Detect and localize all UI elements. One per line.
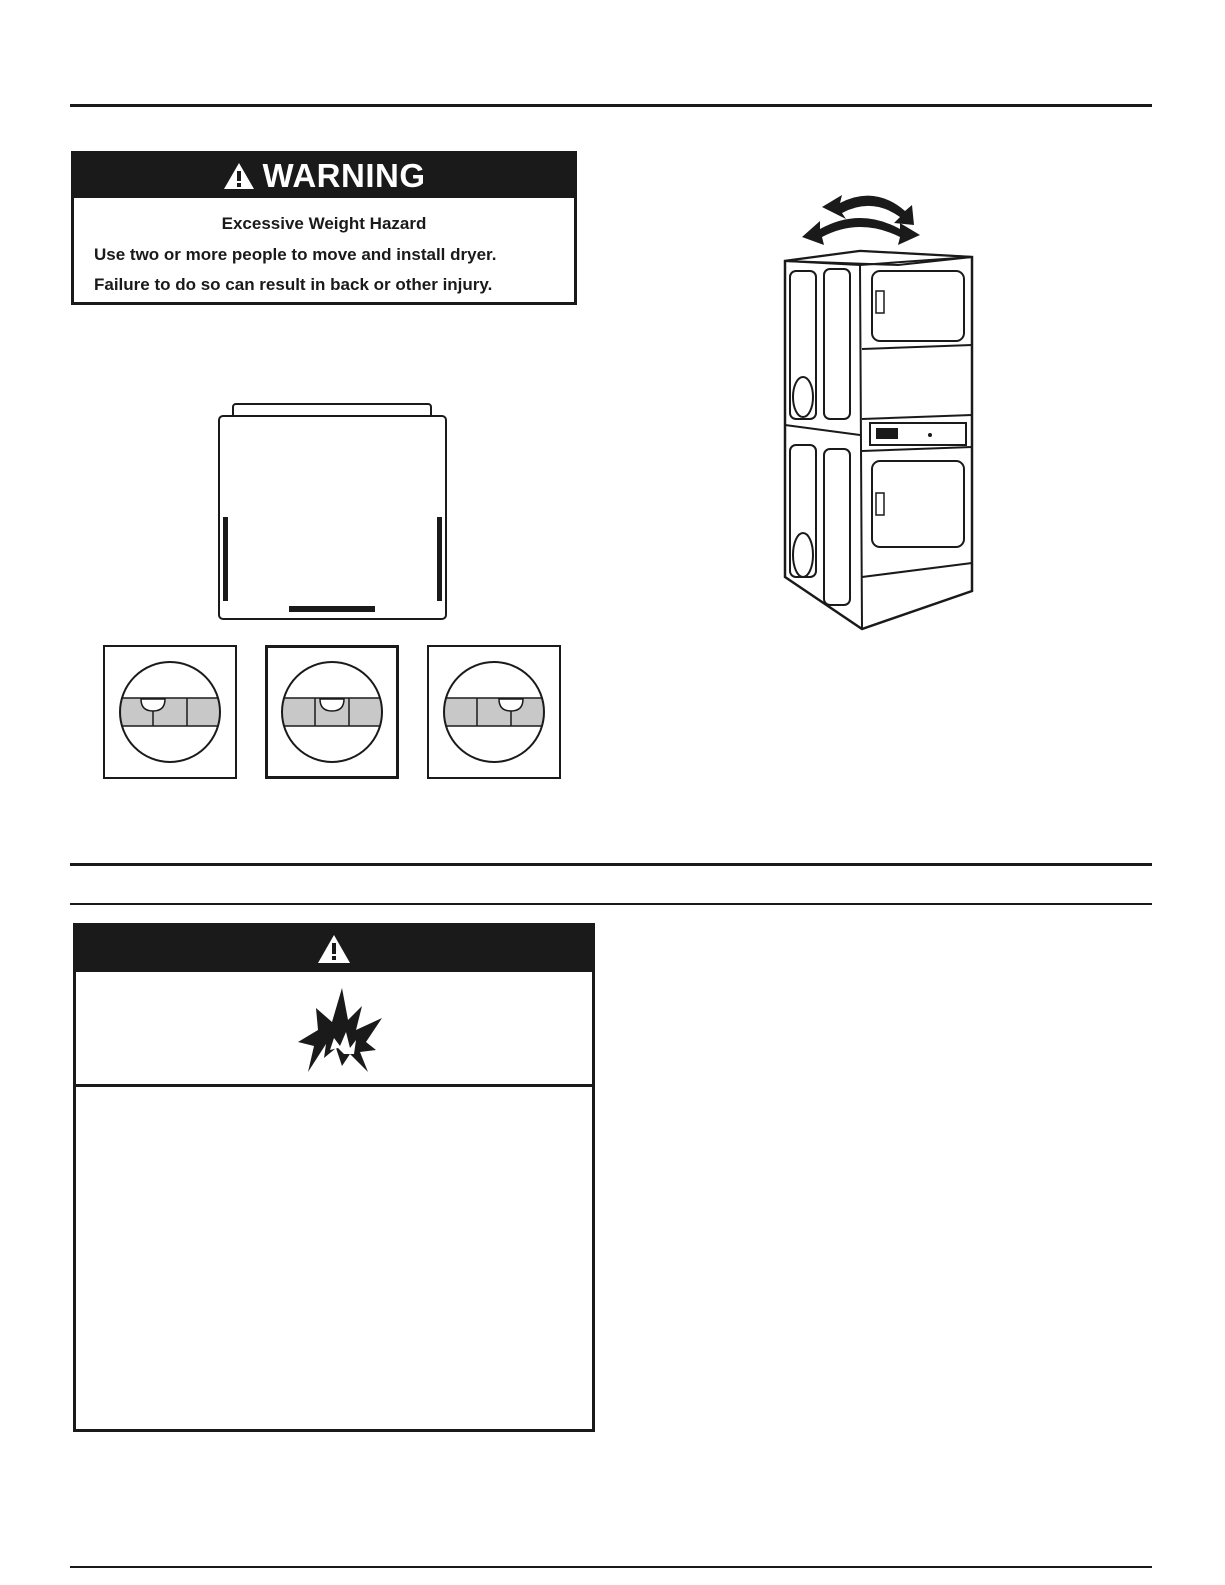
section-rule-bottom xyxy=(70,1566,1152,1568)
warning-header xyxy=(74,154,574,198)
level-indicator-center xyxy=(265,645,399,779)
warning-triangle-icon xyxy=(223,162,255,190)
dryer-front-illustration xyxy=(215,400,451,625)
explosion-warning-box xyxy=(73,923,595,1432)
warning-header-2 xyxy=(76,926,592,972)
warning-line-2: Failure to do so can result in back or other injury. xyxy=(94,275,493,294)
warning-triangle-icon xyxy=(317,934,351,964)
level-indicator-right xyxy=(427,645,561,779)
warning-line-1: Use two or more people to move and install dryer. xyxy=(94,245,497,264)
warning-title: WARNING xyxy=(262,157,426,194)
section-rule-middle xyxy=(70,863,1152,866)
warning-divider xyxy=(76,1084,592,1087)
section-rule-lower xyxy=(70,903,1152,905)
section-rule-top xyxy=(70,104,1152,107)
weight-warning-box xyxy=(71,151,577,305)
level-indicator-left xyxy=(103,645,237,779)
warning-hazard: Excessive Weight Hazard xyxy=(221,214,427,233)
explosion-icon xyxy=(296,988,386,1074)
level-bubble-right xyxy=(429,647,559,777)
rocking-arrows-icon xyxy=(802,195,920,245)
stacked-dryer-illustration xyxy=(780,185,980,635)
level-bubble-center xyxy=(268,648,396,776)
level-bubble-left xyxy=(105,647,235,777)
